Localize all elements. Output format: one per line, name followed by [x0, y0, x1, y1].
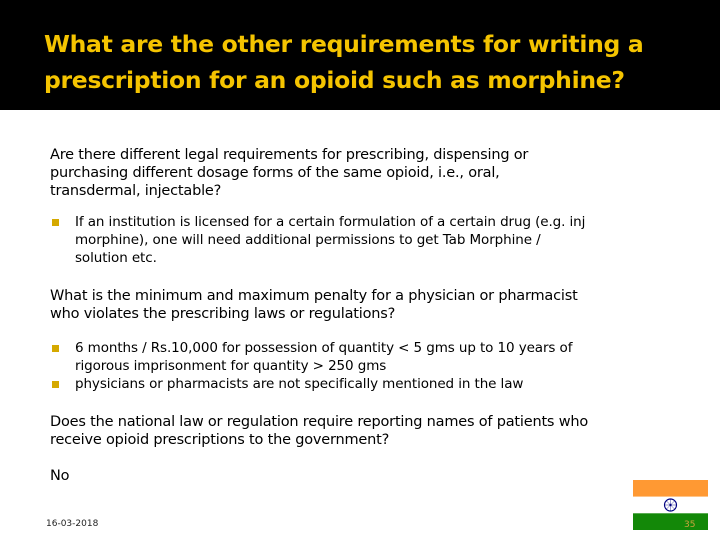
- bullet-item: [50, 375, 690, 393]
- slide-title: [44, 26, 694, 98]
- title-line: What are the other requirements for writing a: [44, 30, 644, 58]
- question-line: who violates the prescribing laws or regulations?: [50, 306, 396, 322]
- bullet-line: morphine), one will need additional permissions to get Tab Morphine /: [75, 232, 541, 248]
- bullet-line: solution etc.: [75, 250, 157, 266]
- title-line: prescription for an opioid such as morphine?: [44, 66, 625, 94]
- slide-body: [50, 146, 690, 485]
- question-line: What is the minimum and maximum penalty for a physician or pharmacist: [50, 288, 578, 304]
- question-line: Does the national law or regulation require reporting names of patients who: [50, 414, 589, 430]
- square-bullet-icon: [52, 345, 59, 352]
- india-flag-icon: [633, 480, 708, 530]
- bullet-line: physicians or pharmacists are not specifically mentioned in the law: [75, 376, 524, 392]
- question-line: transdermal, injectable?: [50, 183, 222, 199]
- bullet-line: If an institution is licensed for a certain formulation of a certain drug (e.g. inj: [75, 214, 586, 230]
- bullet-item: [50, 213, 690, 267]
- answer: No: [50, 468, 70, 484]
- page-number: 35: [684, 520, 696, 530]
- bullet-item: [50, 339, 690, 375]
- question-line: purchasing different dosage forms of the same opioid, i.e., oral,: [50, 165, 500, 181]
- bullet-line: rigorous imprisonment for quantity > 250 gms: [75, 358, 387, 374]
- question-1: [50, 146, 690, 200]
- question-line: receive opioid prescriptions to the government?: [50, 432, 390, 448]
- bullet-line: 6 months / Rs.10,000 for possession of quantity < 5 gms up to 10 years of: [75, 340, 573, 356]
- slide-date: 16-03-2018: [46, 519, 99, 529]
- question-line: Are there different legal requirements for prescribing, dispensing or: [50, 147, 529, 163]
- question-3: [50, 413, 690, 449]
- square-bullet-icon: [52, 219, 59, 226]
- square-bullet-icon: [52, 381, 59, 388]
- question-2: [50, 287, 690, 323]
